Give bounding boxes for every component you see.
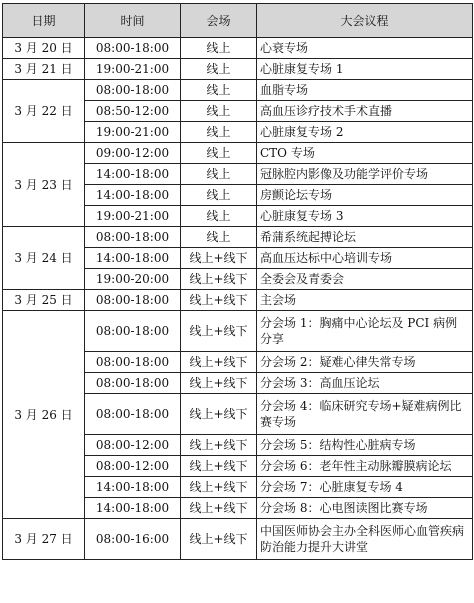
agenda-cell: 分会场 3：高血压论坛: [257, 373, 473, 394]
time-cell: 14:00-18:00: [85, 248, 181, 269]
agenda-cell: 血脂专场: [257, 80, 473, 101]
time-cell: 19:00-21:00: [85, 206, 181, 227]
schedule-row: [3, 519, 473, 560]
venue-cell: 线上: [181, 122, 257, 143]
time-cell: 19:00-21:00: [85, 59, 181, 80]
date-cell: 3 月 27 日: [3, 519, 85, 560]
venue-cell: 线上: [181, 101, 257, 122]
header-row: [3, 4, 473, 38]
header-venue: 会场: [181, 4, 257, 38]
header-agenda: 大会议程: [257, 4, 473, 38]
date-cell: 3 月 21 日: [3, 59, 85, 80]
agenda-cell: 冠脉腔内影像及功能学评价专场: [257, 164, 473, 185]
venue-cell: 线上: [181, 206, 257, 227]
time-cell: 19:00-21:00: [85, 122, 181, 143]
schedule-row: [3, 227, 473, 248]
agenda-cell: 分会场 7：心脏康复专场 4: [257, 477, 473, 498]
date-cell: 3 月 20 日: [3, 38, 85, 59]
agenda-cell: 分会场 5：结构性心脏病专场: [257, 435, 473, 456]
agenda-cell: 心脏康复专场 2: [257, 122, 473, 143]
time-cell: 14:00-18:00: [85, 477, 181, 498]
agenda-cell: 房颤论坛专场: [257, 185, 473, 206]
time-cell: 08:00-18:00: [85, 311, 181, 352]
venue-cell: 线上+线下: [181, 456, 257, 477]
venue-cell: 线上: [181, 59, 257, 80]
schedule-row: [3, 59, 473, 80]
time-cell: 08:00-18:00: [85, 290, 181, 311]
agenda-cell: CTO 专场: [257, 143, 473, 164]
schedule-row: [3, 38, 473, 59]
date-cell: 3 月 22 日: [3, 80, 85, 143]
schedule-row: [3, 80, 473, 101]
venue-cell: 线上+线下: [181, 519, 257, 560]
agenda-cell: 高血压诊疗技术手术直播: [257, 101, 473, 122]
agenda-cell: 分会场 4：临床研究专场+疑难病例比赛专场: [257, 394, 473, 435]
time-cell: 08:00-16:00: [85, 519, 181, 560]
venue-cell: 线上+线下: [181, 311, 257, 352]
venue-cell: 线上+线下: [181, 269, 257, 290]
time-cell: 08:50-12:00: [85, 101, 181, 122]
time-cell: 08:00-18:00: [85, 394, 181, 435]
agenda-cell: 心脏康复专场 3: [257, 206, 473, 227]
time-cell: 14:00-18:00: [85, 185, 181, 206]
venue-cell: 线上+线下: [181, 248, 257, 269]
agenda-cell: 心脏康复专场 1: [257, 59, 473, 80]
venue-cell: 线上: [181, 164, 257, 185]
time-cell: 08:00-12:00: [85, 456, 181, 477]
time-cell: 08:00-18:00: [85, 352, 181, 373]
header-date: 日期: [3, 4, 85, 38]
venue-cell: 线上: [181, 38, 257, 59]
venue-cell: 线上: [181, 143, 257, 164]
venue-cell: 线上+线下: [181, 352, 257, 373]
time-cell: 14:00-18:00: [85, 498, 181, 519]
venue-cell: 线上: [181, 227, 257, 248]
venue-cell: 线上+线下: [181, 373, 257, 394]
agenda-cell: 全委会及青委会: [257, 269, 473, 290]
time-cell: 08:00-18:00: [85, 227, 181, 248]
agenda-cell: 心衰专场: [257, 38, 473, 59]
venue-cell: 线上+线下: [181, 435, 257, 456]
agenda-cell: 分会场 2：疑难心律失常专场: [257, 352, 473, 373]
date-cell: 3 月 23 日: [3, 143, 85, 227]
venue-cell: 线上+线下: [181, 290, 257, 311]
header-time: 时间: [85, 4, 181, 38]
time-cell: 08:00-12:00: [85, 435, 181, 456]
date-cell: 3 月 24 日: [3, 227, 85, 290]
date-cell: 3 月 26 日: [3, 311, 85, 519]
agenda-cell: 主会场: [257, 290, 473, 311]
agenda-cell: 中国医师协会主办全科医师心血管疾病防治能力提升大讲堂: [257, 519, 473, 560]
venue-cell: 线上+线下: [181, 477, 257, 498]
schedule-row: [3, 290, 473, 311]
agenda-cell: 高血压达标中心培训专场: [257, 248, 473, 269]
time-cell: 08:00-18:00: [85, 38, 181, 59]
agenda-cell: 分会场 8：心电图读图比赛专场: [257, 498, 473, 519]
venue-cell: 线上+线下: [181, 394, 257, 435]
schedule-row: [3, 311, 473, 352]
venue-cell: 线上+线下: [181, 498, 257, 519]
venue-cell: 线上: [181, 185, 257, 206]
time-cell: 08:00-18:00: [85, 373, 181, 394]
time-cell: 19:00-20:00: [85, 269, 181, 290]
venue-cell: 线上: [181, 80, 257, 101]
time-cell: 08:00-18:00: [85, 80, 181, 101]
time-cell: 14:00-18:00: [85, 164, 181, 185]
agenda-cell: 希蒲系统起搏论坛: [257, 227, 473, 248]
schedule-row: [3, 143, 473, 164]
schedule-body: [3, 38, 473, 560]
schedule-table: [2, 3, 473, 560]
date-cell: 3 月 25 日: [3, 290, 85, 311]
agenda-cell: 分会场 6：老年性主动脉瓣膜病论坛: [257, 456, 473, 477]
time-cell: 09:00-12:00: [85, 143, 181, 164]
agenda-cell: 分会场 1：胸痛中心论坛及 PCI 病例分享: [257, 311, 473, 352]
